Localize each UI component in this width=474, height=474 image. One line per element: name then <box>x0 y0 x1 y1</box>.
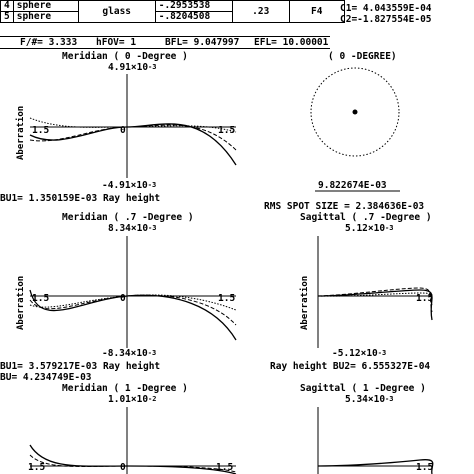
tick-right: 1.5 <box>216 462 234 473</box>
axis-label-aberration: Aberration <box>300 275 310 330</box>
plot-bottom-value: $-8.34\times 10^{-3}$ <box>102 348 157 359</box>
tick-right: 1.5 <box>218 293 236 304</box>
surface-material: glass <box>78 1 155 23</box>
tick-right: 1.5 <box>416 462 434 473</box>
plot-top-value: $8.34\times 10^{-3}$ <box>108 223 157 234</box>
tick-left: 1.5 <box>32 125 50 136</box>
surface-type: sphere <box>13 12 78 23</box>
spot-title: ( 0 -DEGREE) <box>328 51 397 62</box>
tick-zero: 0 <box>120 462 126 473</box>
surface-number: 4 <box>1 1 14 12</box>
plot-top-value: $4.91\times 10^{-3}$ <box>108 62 157 73</box>
rms-spot-size: RMS SPOT SIZE = 2.384636E-03 <box>264 201 425 212</box>
surface-radius: -.8204508 <box>155 12 232 23</box>
plot-bottom-value: $-5.12\times 10^{-3}$ <box>332 348 387 359</box>
plot-title-meridian-1: Meridian ( 1 -Degree ) <box>62 383 188 394</box>
coefficient-c1: C1= 4.043559E-04 <box>340 3 432 14</box>
tick-zero: 0 <box>120 293 126 304</box>
coefficient-c2: C2=-1.827554E-05 <box>340 14 432 25</box>
bu1-second: BU1= 3.579217E-03 Ray height <box>0 361 161 372</box>
bu2-value: Ray height BU2= 6.555327E-04 <box>270 361 431 372</box>
plot-bottom-value: $-4.91\times 10^{-3}$ <box>102 180 157 191</box>
plot-title-meridian-0: Meridian ( 0 -Degree ) <box>62 51 188 62</box>
axis-label-aberration: Aberration <box>16 105 26 160</box>
bu1-first: BU1= 1.350159E-03 Ray height <box>0 193 161 204</box>
tick-left: 1.5 <box>28 462 46 473</box>
surface-number: 5 <box>1 12 14 23</box>
surface-thickness: .23 <box>232 1 289 23</box>
tick-left: 1.5 <box>32 293 50 304</box>
bu-third: BU= 4.234749E-03 <box>0 372 92 383</box>
spot-scale: 9.822674E-03 <box>318 180 387 191</box>
bfl-value: BFL= 9.047997 <box>165 37 240 48</box>
plot-top-value: $1.01\times 10^{-2}$ <box>108 394 157 405</box>
surface-radius: -.2953538 <box>155 1 232 12</box>
fno-value: F/#= 3.333 <box>20 37 78 48</box>
plot-top-value: $5.34\times 10^{-3}$ <box>345 394 394 405</box>
plot-title-sagittal-07: Sagittal ( .7 -Degree ) <box>300 212 432 223</box>
axis-label-aberration: Aberration <box>16 275 26 330</box>
surface-type: sphere <box>13 1 78 12</box>
plot-title-meridian-07: Meridian ( .7 -Degree ) <box>62 212 194 223</box>
surface-glass: F4 <box>289 1 344 23</box>
tick-right: 1.5 <box>416 293 434 304</box>
hfov-value: hFOV= 1 <box>96 37 137 48</box>
tick-right: 1.5 <box>218 125 236 136</box>
efl-value: EFL= 10.00001 <box>254 37 329 48</box>
plot-top-value: $5.12\times 10^{-3}$ <box>345 223 394 234</box>
plot-title-sagittal-1: Sagittal ( 1 -Degree ) <box>300 383 426 394</box>
tick-zero: 0 <box>120 125 126 136</box>
